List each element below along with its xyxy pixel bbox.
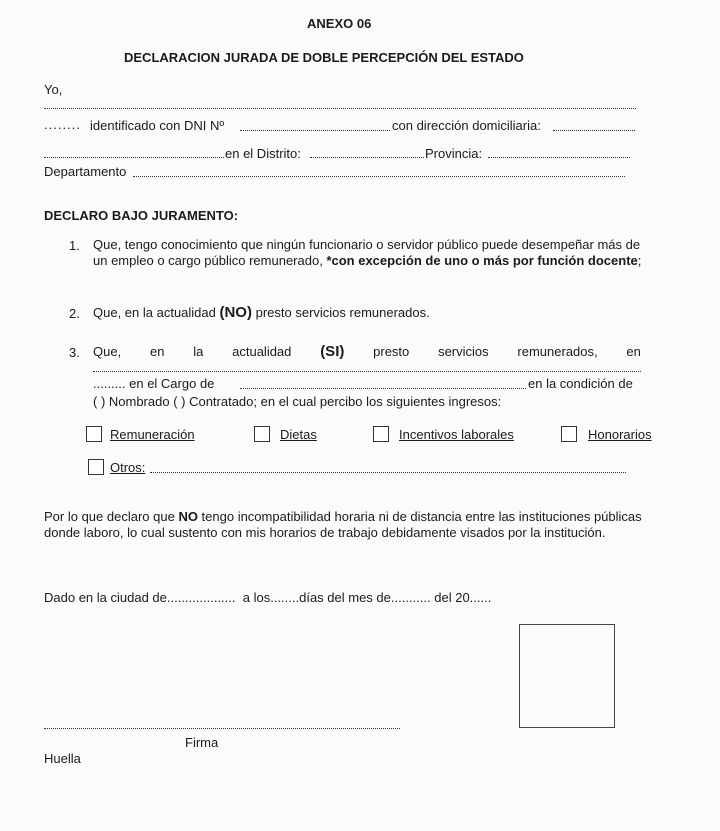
- prefix-dots: ........: [44, 117, 81, 132]
- address-label: con dirección domiciliaria:: [392, 118, 541, 133]
- contract-type: ( ) Nombrado ( ) Contratado; en el cual percibo los siguientes ingresos:: [93, 394, 502, 409]
- year-blank[interactable]: ......: [469, 590, 492, 605]
- item3-word: servicios: [438, 344, 489, 359]
- item1-body: Que, tengo conocimiento que ningún funcionario o servidor público puede desempeñar más de un empleo o cargo público remunerado,: [93, 237, 641, 268]
- otros-blank[interactable]: [150, 472, 626, 473]
- cargo-label: ......... en el Cargo de: [93, 376, 215, 391]
- address-blank[interactable]: [553, 130, 635, 131]
- item3-word: actualidad: [232, 344, 292, 359]
- employer-blank[interactable]: [93, 371, 641, 372]
- city-blank[interactable]: ...................: [166, 590, 236, 605]
- remuneracion-checkbox[interactable]: [86, 426, 102, 442]
- dni-blank[interactable]: [240, 130, 390, 131]
- province-blank[interactable]: [488, 157, 630, 158]
- days-blank[interactable]: ........: [270, 590, 300, 605]
- date-line: [44, 590, 491, 605]
- district-blank[interactable]: [310, 157, 424, 158]
- incentivos-label: Incentivos laborales: [399, 427, 514, 442]
- item3-si: (SI): [320, 343, 345, 360]
- item3-number: 3.: [69, 345, 80, 360]
- incentivos-checkbox[interactable]: [373, 426, 389, 442]
- condicion-label: en la condición de: [528, 376, 633, 391]
- otros-checkbox[interactable]: [88, 459, 104, 475]
- days-label: días del mes de: [299, 590, 391, 605]
- annex-number: ANEXO 06: [307, 16, 372, 31]
- item1-end: ;: [637, 253, 642, 268]
- honorarios-label: Honorarios: [588, 427, 652, 442]
- item3-word: en: [626, 344, 641, 359]
- a-los-label: a los: [242, 590, 271, 605]
- cargo-blank[interactable]: [240, 388, 526, 389]
- item2-pre: Que, en la actualidad: [93, 305, 220, 320]
- declaration-heading: DECLARO BAJO JURAMENTO:: [44, 208, 239, 223]
- province-label: Provincia:: [425, 146, 483, 161]
- department-blank[interactable]: [133, 176, 625, 177]
- item2-post: presto servicios remunerados.: [251, 305, 430, 320]
- item3-word: presto: [373, 344, 410, 359]
- item3-line1: [93, 343, 641, 360]
- dietas-label: Dietas: [280, 427, 317, 442]
- item3-word: la: [193, 344, 204, 359]
- item3-word: en: [149, 344, 165, 359]
- district-label: en el Distrito:: [225, 146, 301, 161]
- dni-label: identificado con DNI Nº: [90, 118, 225, 133]
- document-title: DECLARACION JURADA DE DOBLE PERCEPCIÓN DEL ESTADO: [124, 50, 524, 65]
- closing-paragraph: [44, 509, 654, 541]
- item2-no: (NO): [219, 304, 252, 321]
- firma-label: Firma: [185, 735, 219, 750]
- otros-label: Otros:: [110, 460, 146, 475]
- item1-number: 1.: [69, 238, 80, 253]
- item2-text: [93, 304, 430, 321]
- item3-word: remunerados,: [517, 344, 598, 359]
- yo-label: Yo,: [44, 82, 63, 97]
- huella-label: Huella: [44, 751, 81, 766]
- item2-number: 2.: [69, 306, 80, 321]
- name-blank[interactable]: [44, 108, 636, 109]
- signature-line[interactable]: [44, 728, 400, 729]
- city-label: Dado en la ciudad de: [44, 590, 167, 605]
- item3-word: Que,: [93, 344, 122, 359]
- month-blank[interactable]: ...........: [390, 590, 431, 605]
- closing-pre: Por lo que declaro que: [44, 509, 179, 524]
- dietas-checkbox[interactable]: [254, 426, 270, 442]
- year-label: del 20: [434, 590, 470, 605]
- honorarios-checkbox[interactable]: [561, 426, 577, 442]
- remuneracion-label: Remuneración: [110, 427, 195, 442]
- fingerprint-box[interactable]: [519, 624, 615, 728]
- department-label: Departamento: [44, 164, 127, 179]
- item1-exception: *con excepción de uno o más por función docente: [326, 253, 638, 268]
- address-cont-blank[interactable]: [44, 157, 224, 158]
- closing-no: NO: [178, 509, 198, 524]
- closing-post: tengo incompatibilidad horaria ni de distancia entre las instituciones públicas donde laboro, lo cual sustento con mis horarios de trabajo debidamente visados por la institución.: [44, 509, 642, 540]
- item1-text: [93, 237, 649, 269]
